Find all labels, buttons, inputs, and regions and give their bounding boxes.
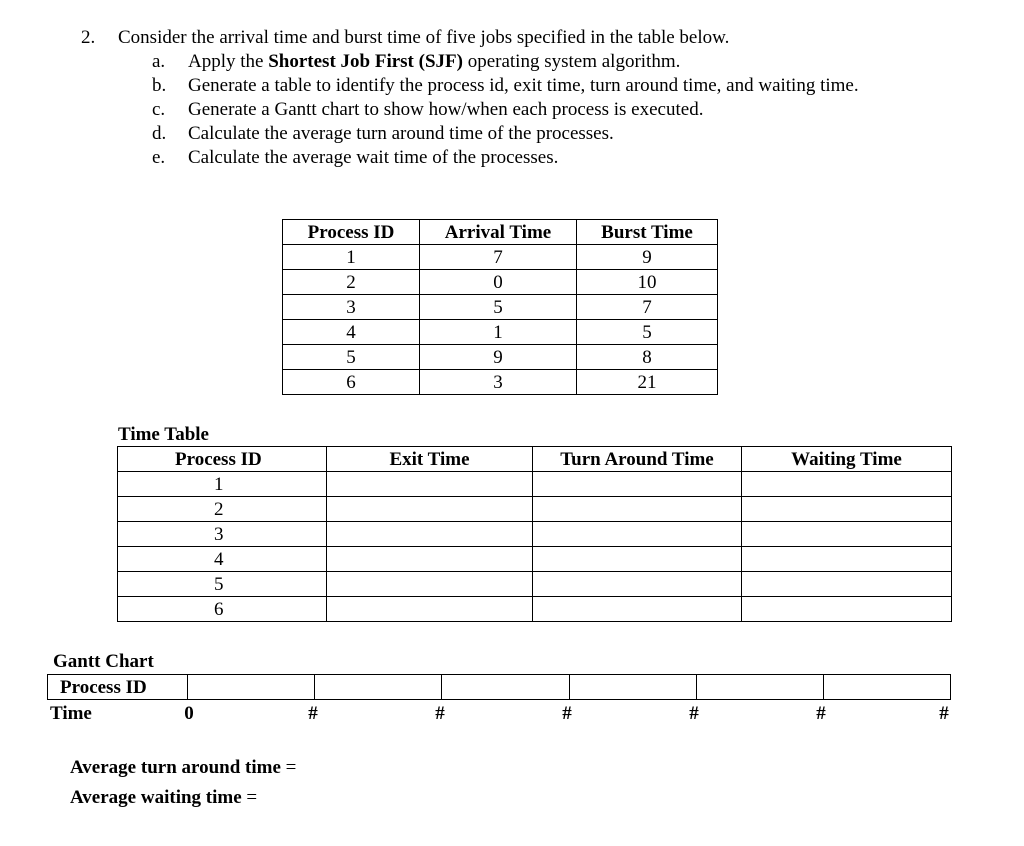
- table-row: [283, 270, 718, 295]
- average-turn-around-label: Average turn around time: [70, 757, 281, 778]
- part-letter: b.: [152, 75, 167, 96]
- cell-burst-time: 8: [577, 345, 718, 370]
- cell-turn-around-time[interactable]: [533, 522, 742, 547]
- table-row: [118, 472, 952, 497]
- header-process-id: Process ID: [283, 220, 420, 245]
- gantt-time-mark: #: [435, 703, 445, 724]
- table-row: [118, 497, 952, 522]
- cell-burst-time: 7: [577, 295, 718, 320]
- cell-turn-around-time[interactable]: [533, 497, 742, 522]
- cell-turn-around-time[interactable]: [533, 472, 742, 497]
- cell-process-id: 1: [118, 472, 327, 497]
- gantt-time-mark: 0: [184, 703, 194, 724]
- average-waiting-label: Average waiting time: [70, 787, 242, 808]
- gantt-time-mark: #: [308, 703, 318, 724]
- gantt-time-mark: #: [939, 703, 949, 724]
- cell-waiting-time[interactable]: [742, 597, 952, 622]
- gantt-slot[interactable]: [188, 675, 315, 700]
- cell-process-id: 5: [283, 345, 420, 370]
- question-text: Consider the arrival time and burst time of five jobs specified in the table below.: [118, 27, 730, 48]
- table-row: [118, 572, 952, 597]
- header-waiting-time: Waiting Time: [742, 447, 952, 472]
- cell-exit-time[interactable]: [327, 472, 533, 497]
- cell-arrival-time: 0: [420, 270, 577, 295]
- cell-exit-time[interactable]: [327, 497, 533, 522]
- cell-arrival-time: 1: [420, 320, 577, 345]
- part-letter: d.: [152, 123, 167, 144]
- cell-waiting-time[interactable]: [742, 472, 952, 497]
- cell-process-id: 6: [118, 597, 327, 622]
- cell-process-id: 5: [118, 572, 327, 597]
- header-turn-around-time: Turn Around Time: [533, 447, 742, 472]
- cell-process-id: 4: [283, 320, 420, 345]
- equals-sign: =: [246, 787, 258, 808]
- part-letter: a.: [152, 51, 166, 72]
- cell-exit-time[interactable]: [327, 522, 533, 547]
- gantt-slot[interactable]: [315, 675, 442, 700]
- cell-process-id: 3: [118, 522, 327, 547]
- part-text-post: operating system algorithm.: [462, 51, 681, 72]
- equals-sign: =: [285, 757, 297, 778]
- table-row: [283, 320, 718, 345]
- gantt-time-mark: #: [689, 703, 699, 724]
- header-arrival-time: Arrival Time: [420, 220, 577, 245]
- gantt-slot[interactable]: [696, 675, 823, 700]
- part-text: Generate a table to identify the process id, exit time, turn around time, and waiting time.: [188, 75, 859, 96]
- table-header-row: [283, 220, 718, 245]
- cell-process-id: 2: [283, 270, 420, 295]
- cell-turn-around-time[interactable]: [533, 572, 742, 597]
- cell-exit-time[interactable]: [327, 572, 533, 597]
- cell-arrival-time: 7: [420, 245, 577, 270]
- gantt-process-label: Process ID: [48, 675, 188, 700]
- cell-waiting-time[interactable]: [742, 497, 952, 522]
- average-turn-around: [70, 757, 296, 779]
- cell-burst-time: 21: [577, 370, 718, 395]
- table-row: [283, 245, 718, 270]
- gantt-time-mark: #: [562, 703, 572, 724]
- cell-burst-time: 9: [577, 245, 718, 270]
- part-letter: c.: [152, 99, 166, 120]
- gantt-title: Gantt Chart: [53, 651, 154, 672]
- cell-turn-around-time[interactable]: [533, 547, 742, 572]
- cell-process-id: 2: [118, 497, 327, 522]
- table-row: [283, 370, 718, 395]
- cell-arrival-time: 5: [420, 295, 577, 320]
- cell-exit-time[interactable]: [327, 597, 533, 622]
- cell-burst-time: 10: [577, 270, 718, 295]
- cell-waiting-time[interactable]: [742, 522, 952, 547]
- part-text: Generate a Gantt chart to show how/when each process is executed.: [188, 99, 704, 120]
- part-text: Calculate the average wait time of the processes.: [188, 147, 559, 168]
- gantt-slot[interactable]: [569, 675, 696, 700]
- part-text: Calculate the average turn around time of the processes.: [188, 123, 614, 144]
- part-text-pre: Apply the: [188, 51, 269, 72]
- gantt-process-row: [48, 675, 951, 700]
- process-table: [282, 219, 718, 395]
- cell-exit-time[interactable]: [327, 547, 533, 572]
- cell-process-id: 6: [283, 370, 420, 395]
- cell-process-id: 3: [283, 295, 420, 320]
- header-exit-time: Exit Time: [327, 447, 533, 472]
- cell-process-id: 1: [283, 245, 420, 270]
- table-row: [118, 547, 952, 572]
- header-process-id: Process ID: [118, 447, 327, 472]
- table-row: [118, 597, 952, 622]
- gantt-chart: [47, 674, 951, 700]
- cell-process-id: 4: [118, 547, 327, 572]
- table-row: [118, 522, 952, 547]
- gantt-time-label: Time: [50, 703, 92, 724]
- algorithm-name: Shortest Job First (SJF): [268, 51, 463, 72]
- part-letter: e.: [152, 147, 166, 168]
- cell-waiting-time[interactable]: [742, 547, 952, 572]
- part-text: [188, 51, 680, 73]
- gantt-time-mark: #: [816, 703, 826, 724]
- cell-turn-around-time[interactable]: [533, 597, 742, 622]
- time-table-title: Time Table: [118, 424, 209, 445]
- table-row: [283, 345, 718, 370]
- table-header-row: [118, 447, 952, 472]
- time-table: [117, 446, 952, 622]
- gantt-slot[interactable]: [823, 675, 950, 700]
- cell-burst-time: 5: [577, 320, 718, 345]
- gantt-slot[interactable]: [442, 675, 569, 700]
- cell-waiting-time[interactable]: [742, 572, 952, 597]
- table-row: [283, 295, 718, 320]
- average-waiting: [70, 787, 257, 809]
- cell-arrival-time: 3: [420, 370, 577, 395]
- header-burst-time: Burst Time: [577, 220, 718, 245]
- question-number: 2.: [81, 27, 96, 48]
- cell-arrival-time: 9: [420, 345, 577, 370]
